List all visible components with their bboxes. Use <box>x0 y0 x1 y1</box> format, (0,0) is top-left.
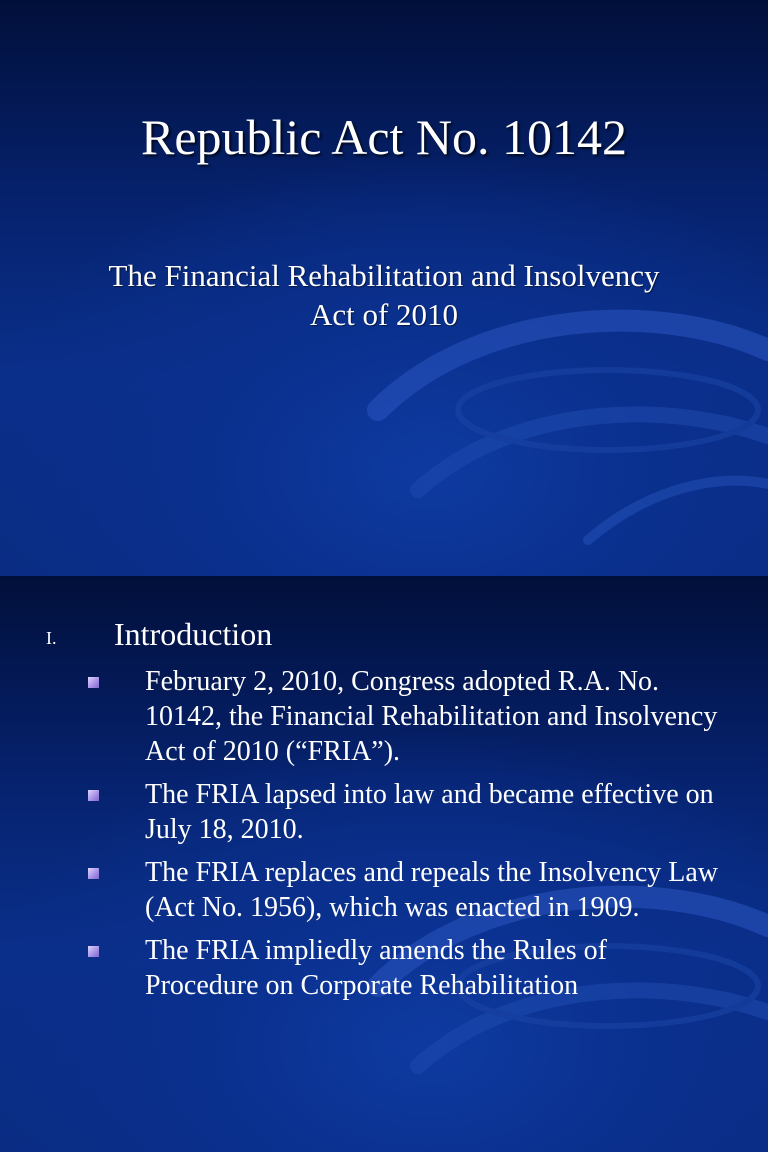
bullet-item <box>0 855 768 925</box>
slide-title: Republic Act No. 10142 <box>140 109 628 165</box>
bullet-item <box>0 777 768 847</box>
square-bullet-icon <box>88 946 99 957</box>
section-title: Introduction <box>114 616 273 652</box>
bullet-list <box>0 664 768 1011</box>
section-heading <box>0 614 768 654</box>
bullet-text: The FRIA lapsed into law and became effective on July 18, 2010. <box>145 779 714 845</box>
square-bullet-icon <box>88 677 99 688</box>
bullet-text: The FRIA replaces and repeals the Insolvency Law (Act No. 1956), which was enacted in 1909. <box>145 857 719 923</box>
bullet-text: February 2, 2010, Congress adopted R.A. No. 10142, the Financial Rehabilitation and Insolvency Act of 2010 (“FRIA”). <box>145 666 718 767</box>
subtitle-line-1: The Financial Rehabilitation and Insolvency <box>108 258 660 293</box>
bullet-item <box>0 933 768 1003</box>
content-slide <box>0 576 768 1152</box>
subtitle-line-2: Act of 2010 <box>309 297 459 332</box>
section-numeral: I. <box>46 628 57 648</box>
bullet-item <box>0 664 768 769</box>
square-bullet-icon <box>88 868 99 879</box>
square-bullet-icon <box>88 790 99 801</box>
slide-subtitle <box>30 256 738 334</box>
bullet-text: The FRIA impliedly amends the Rules of Procedure on Corporate Rehabilitation <box>145 935 607 1001</box>
